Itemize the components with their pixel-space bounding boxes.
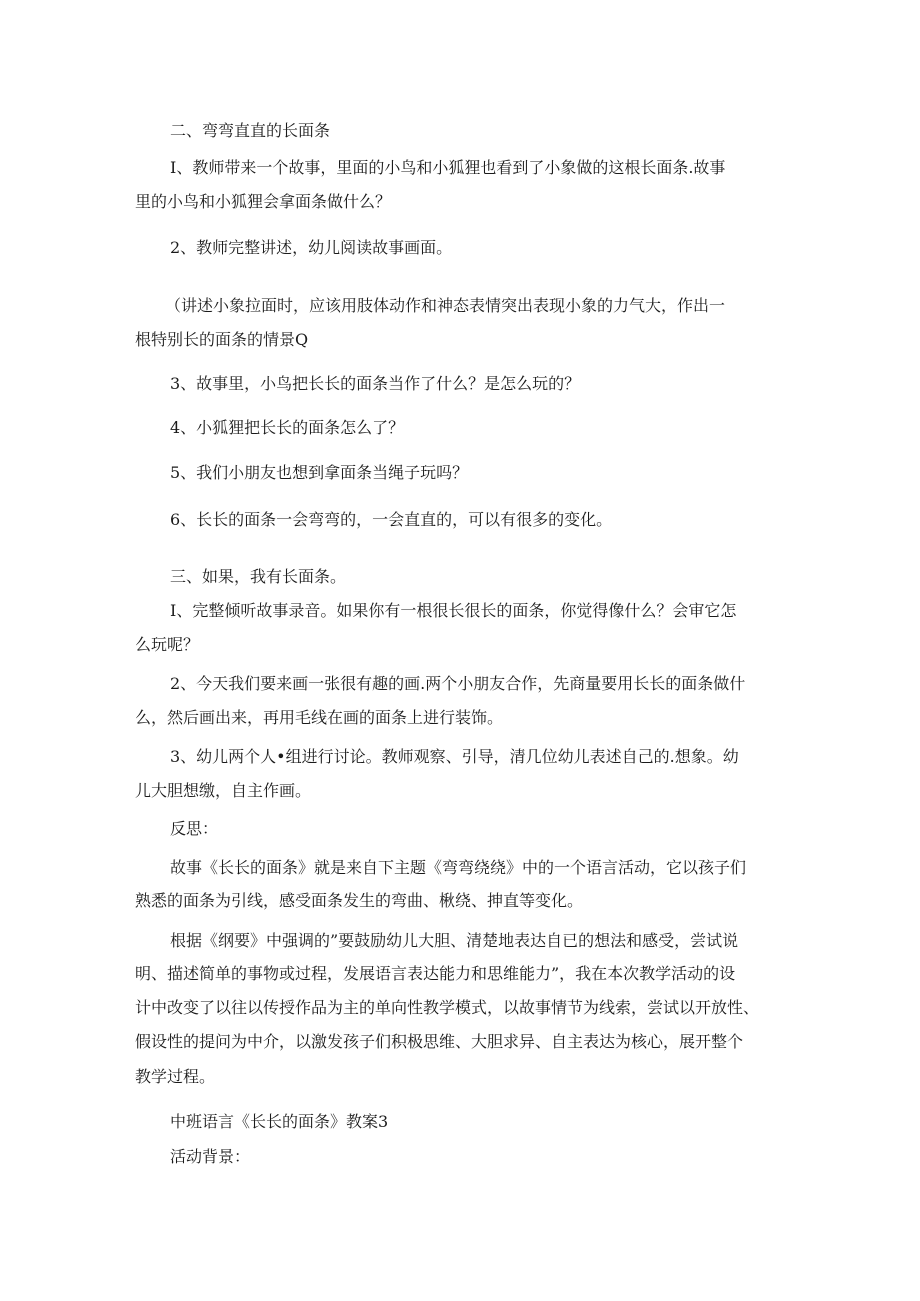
paragraph-line: 2、教师完整讲述，幼儿阅读故事画面。 <box>170 238 453 257</box>
paragraph-line: I、教师带来一个故事，里面的小鸟和小狐狸也看到了小象做的这根长面条.故事 <box>170 158 726 177</box>
paragraph-line: （讲述小象拉面时，应该用肢体动作和神态表情突出表现小象的力气大，作出一 <box>165 296 726 315</box>
paragraph-line: 里的小鸟和小狐狸会拿面条做什么？ <box>135 192 392 211</box>
paragraph-line: 假设性的提问为中介，以激发孩子们积极思维、大胆求异、自主表达为核心，展开整个 <box>135 1032 744 1051</box>
paragraph-line: 4、小狐狸把长长的面条怎么了？ <box>170 418 405 437</box>
paragraph-line: 6、长长的面条一会弯弯的，一会直直的，可以有很多的变化。 <box>170 510 613 529</box>
paragraph-line: 根据《纲要》中强调的”要鼓励幼儿大胆、清楚地表达自已的想法和感受，尝试说 <box>170 931 739 950</box>
section-heading-3: 三、如果，我有长面条。 <box>170 567 347 586</box>
paragraph-line: 熟悉的面条为引线，感受面条发生的弯曲、楸绕、抻直等变化。 <box>135 891 584 910</box>
paragraph-line: 3、故事里，小鸟把长长的面条当作了什么？是怎么玩的？ <box>170 374 581 393</box>
lesson-title: 中班语言《长长的面条》教案3 <box>170 1112 389 1131</box>
paragraph-line: 明、描述简单的事物或过程，发展语言表达能力和思维能力”，我在本次教学活动的设 <box>135 964 736 983</box>
paragraph-line: 么，然后画出来，再用毛线在画的面条上进行装饰。 <box>135 708 504 727</box>
background-heading: 活动背景： <box>170 1147 251 1166</box>
paragraph-line: 2、今天我们要来画一张很有趣的画.两个小朋友合作，先商量要用长长的面条做什 <box>170 674 746 693</box>
paragraph-line: 3、幼儿两个人•组进行讨论。教师观察、引导，清几位幼儿表述自己的.想象。幼 <box>170 747 739 766</box>
paragraph-line: 5、我们小朋友也想到拿面条当绳子玩吗？ <box>170 463 469 482</box>
paragraph-line: 计中改变了以往以传授作品为主的单向性教学模式，以故事情节为线索，尝试以开放性、 <box>135 998 760 1017</box>
paragraph-line: 根特别长的面条的情景Q <box>135 330 309 349</box>
paragraph-line: 么玩呢？ <box>135 635 200 654</box>
section-heading-2: 二、弯弯直直的长面条 <box>170 121 331 140</box>
paragraph-line: I、完整倾听故事录音。如果你有一根很长很长的面条，你觉得像什么？会审它怎 <box>170 601 737 620</box>
paragraph-line: 儿大胆想缴，自主作画。 <box>135 781 312 800</box>
reflection-heading: 反思： <box>170 819 219 838</box>
paragraph-line: 教学过程。 <box>135 1067 216 1086</box>
paragraph-line: 故事《长长的面条》就是来自下主题《弯弯绕绕》中的一个语言活动，它以孩子们 <box>170 858 747 877</box>
